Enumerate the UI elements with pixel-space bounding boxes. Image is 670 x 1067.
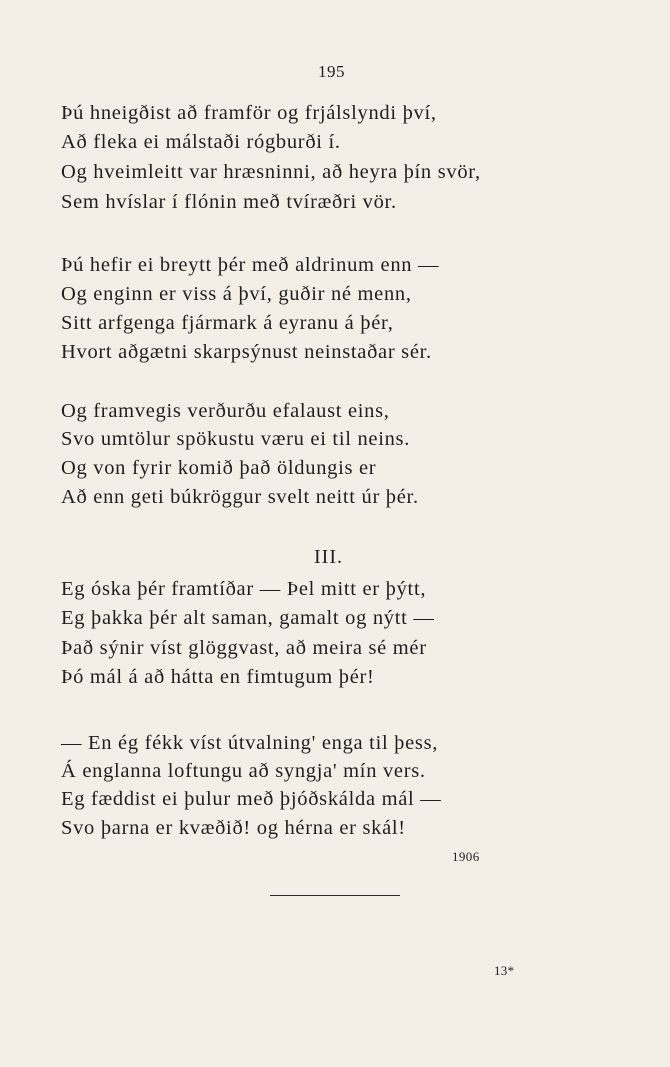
poem-line: Og framvegis verðurðu efalaust eins,: [61, 400, 390, 422]
poem-line: Og hveimleitt var hræsninni, að heyra þín svör,: [61, 161, 481, 183]
poem-line: Þó mál á að hátta en fimtugum þér!: [61, 666, 375, 688]
page-number: 195: [318, 62, 345, 81]
poem-line: Svo umtölur spökustu væru ei til neins.: [61, 428, 411, 450]
poem-line: Á englanna loftungu að syngja' mín vers.: [61, 760, 426, 782]
poem-line: Og von fyrir komið það öldungis er: [61, 457, 377, 479]
poem-line: Eg óska þér framtíðar — Þel mitt er þýtt,: [61, 578, 427, 600]
poem-line: — En ég fékk víst útvalning' enga til þess,: [61, 732, 439, 754]
poem-line: Þú hneigðist að framför og frjálslyndi því,: [61, 102, 437, 124]
poem-line: Það sýnir víst glöggvast, að meira sé mér: [61, 637, 427, 659]
poem-line: Hvort aðgætni skarpsýnust neinstaðar sér.: [61, 341, 432, 363]
poem-line: Sitt arfgenga fjármark á eyranu á þér,: [61, 312, 394, 334]
poem-line: Að enn geti búkröggur svelt neitt úr þér.: [61, 486, 419, 508]
poem-line: Eg fæddist ei þulur með þjóðskálda mál —: [61, 788, 442, 810]
poem-line: Og enginn er viss á því, guðir né menn,: [61, 283, 412, 305]
poem-line: Svo þarna er kvæðið! og hérna er skál!: [61, 817, 406, 839]
poem-line: Sem hvíslar í flónin með tvíræðri vör.: [61, 191, 397, 213]
poem-line: Að fleka ei málstaði rógburði í.: [61, 131, 341, 153]
section-heading: III.: [314, 546, 343, 568]
poem-date: 1906: [452, 849, 480, 864]
signature-mark: 13*: [494, 963, 515, 978]
poem-line: Eg þakka þér alt saman, gamalt og nýtt —: [61, 607, 435, 629]
section-divider: [270, 895, 400, 896]
poem-line: Þú hefir ei breytt þér með aldrinum enn —: [61, 254, 440, 276]
